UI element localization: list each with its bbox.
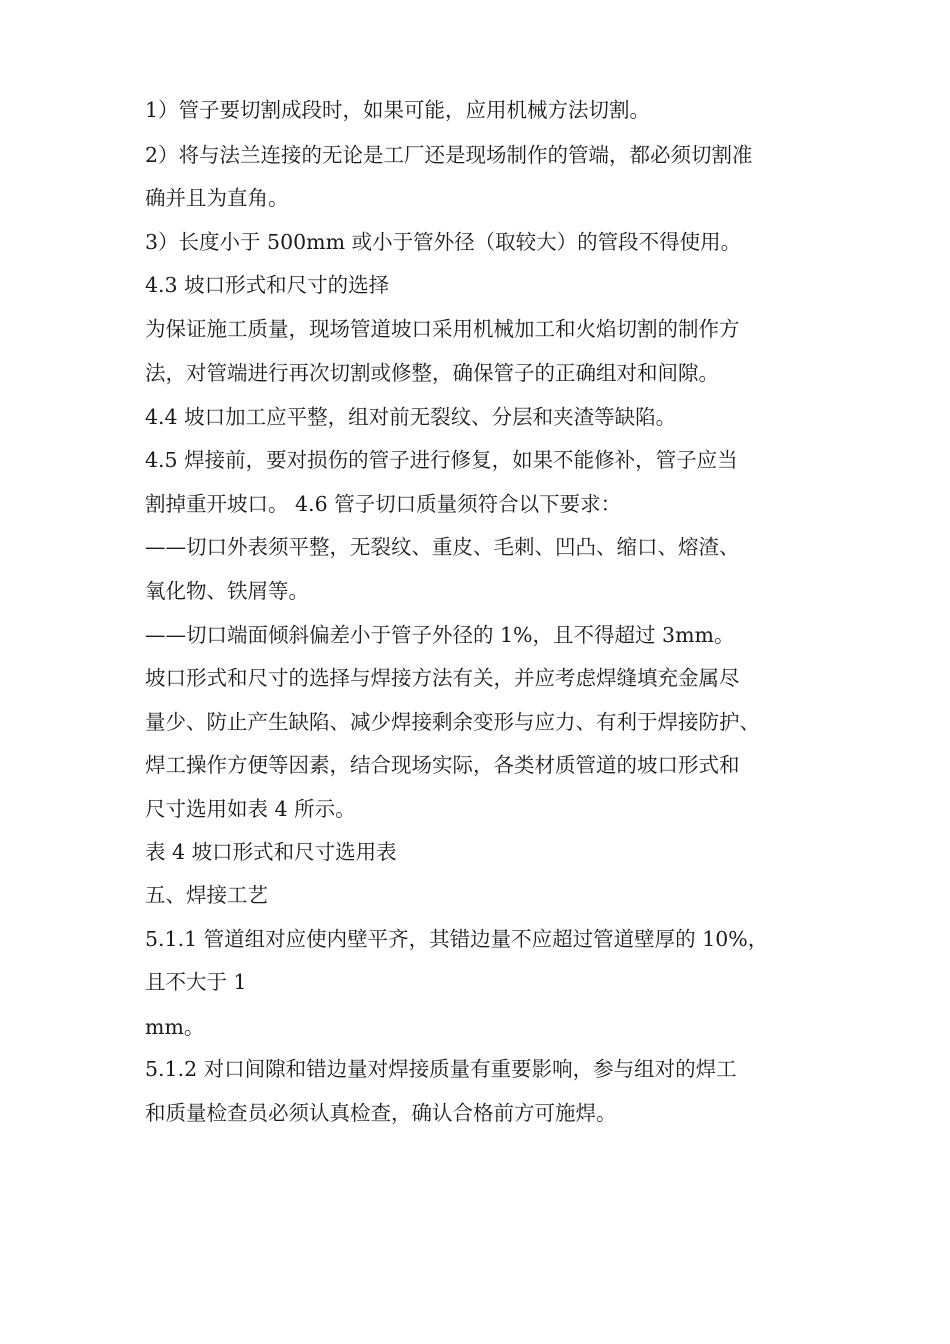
text-line-10: 割掉重开坡口。 4.6 管子切口质量须符合以下要求：: [145, 492, 622, 516]
text-line-15: 量少、防止产生缺陷、减少焊接剩余变形与应力、有利于焊接防护、: [145, 710, 760, 734]
text-line-21: 且不大于 1: [145, 970, 247, 994]
text-line-24: 和质量检查员必须认真检查，确认合格前方可施焊。: [145, 1101, 617, 1125]
text-line-8: 4.4 坡口加工应平整，组对前无裂纹、分层和夹渣等缺陷。: [145, 405, 677, 429]
text-line-23: 5.1.2 对口间隙和错边量对焊接质量有重要影响，参与组对的焊工: [145, 1057, 737, 1081]
text-line-16: 焊工操作方便等因素，结合现场实际，各类材质管道的坡口形式和: [145, 753, 740, 777]
section-heading-4-3: 4.3 坡口形式和尺寸的选择: [145, 273, 390, 297]
text-line-22: mm。: [145, 1015, 205, 1039]
text-line-20: 5.1.1 管道组对应使内壁平齐，其错边量不应超过管道壁厚的 10%，: [145, 927, 769, 951]
text-line-17: 尺寸选用如表 4 所示。: [145, 797, 356, 821]
text-line-14: 坡口形式和尺寸的选择与焊接方法有关，并应考虑焊缝填充金属尽: [145, 666, 740, 690]
text-line-6: 为保证施工质量，现场管道坡口采用机械加工和火焰切割的制作方: [145, 317, 740, 341]
text-line-1: 1）管子要切割成段时，如果可能，应用机械方法切割。: [145, 98, 651, 122]
text-line-7: 法，对管端进行再次切割或修整，确保管子的正确组对和间隙。: [145, 361, 719, 385]
text-line-3: 确并且为直角。: [145, 186, 289, 210]
chapter-heading: 五、焊接工艺: [145, 883, 268, 907]
text-line-4: 3）长度小于 500mm 或小于管外径（取较大）的管段不得使用。: [145, 230, 742, 254]
text-line-12: 氧化物、铁屑等。: [145, 579, 309, 603]
text-line-9: 4.5 焊接前，要对损伤的管子进行修复，如果不能修补，管子应当: [145, 448, 738, 472]
table-caption: 表 4 坡口形式和尺寸选用表: [145, 840, 397, 864]
text-line-11: ——切口外表须平整，无裂纹、重皮、毛刺、凹凸、缩口、熔渣、: [145, 535, 740, 559]
text-line-2: 2）将与法兰连接的无论是工厂还是现场制作的管端，都必须切割准: [145, 143, 753, 167]
text-line-13: ——切口端面倾斜偏差小于管子外径的 1%，且不得超过 3mm。: [145, 623, 735, 647]
